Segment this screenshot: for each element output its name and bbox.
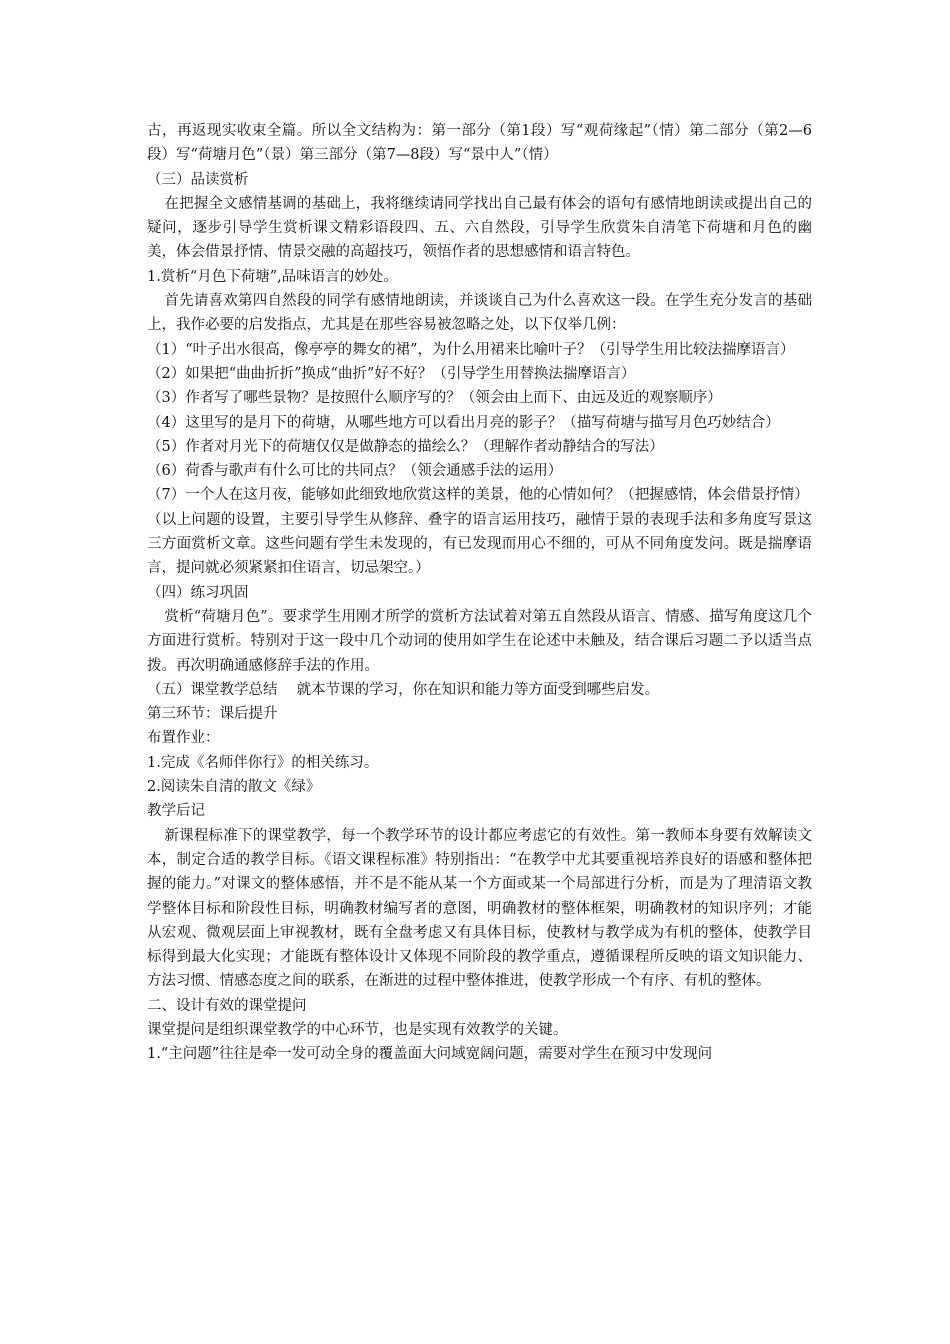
question-1: （1）“叶子出水很高，像亭亭的舞女的裙”，为什么用裙来比喻叶子？（引导学生用比较法揣摩语言）: [147, 341, 795, 358]
paragraph-teaching-notes: 新课程标准下的课堂教学，每一个教学环节的设计都应考虑它的有效性。第一教师本身要有效解读文本，制定合适的教学目标。《语文课程标准》特别指出：“在教学中尤其要重视培养良好的语感和整体把握的能力。”对课文的整体感悟，并不是不能从某一个方面或某一个局部进行分析，而是为了理清语文教学整体目标和阶段性目标，明确教材编写者的意图，明确教材的整体框架，明确教材的知识序列；才能从宏观、微观层面上审视教材，既有全盘考虑又有具体目标，使教材与教学成为有机的整体，使教学目标得到最大化实现；才能既有整体设计又体现不同阶段的教学重点，遵循课程所反映的语文知识能力、方法习惯、情感态度之间的联系，在渐进的过程中整体推进，使教学形成一个有序、有机的整体。: [147, 827, 812, 990]
homework-item-2: 2.阅读朱自清的散文《绿》: [147, 779, 321, 796]
paragraph-appreciation-intro: 在把握全文感情基调的基础上，我将继续请同学找出自己最有体会的语句有感情地朗读或提出自己的疑问，逐步引导学生赏析课文精彩语段四、五、六自然段，引导学生欣赏朱自清笔下荷塘和月色的幽美，体会借景抒情、情景交融的高超技巧，领悟作者的思想感情和语言特色。: [147, 195, 812, 261]
paragraph-reading-fourth: 首先请喜欢第四自然段的同学有感情地朗读，并谈谈自己为什么喜欢这一段。在学生充分发言的基础上，我作必要的启发指点，尤其是在那些容易被忽略之处，以下仅举几例：: [147, 293, 812, 334]
question-5: （5）作者对月光下的荷塘仅仅是做静态的描绘么？（理解作者动静结合的写法）: [147, 438, 664, 455]
homework-item-1: 1.完成《名师伴你行》的相关练习。: [147, 754, 379, 771]
heading-section-5: （五）课堂教学总结 就本节课的学习，你在知识和能力等方面受到哪些启发。: [147, 681, 660, 698]
paragraph-practice: 赏析“荷塘月色”。要求学生用刚才所学的赏析方法试着对第五自然段从语言、情感、描写角度这几个方面进行赏析。特别对于这一段中几个动词的使用如学生在论述中未触及，结合课后习题二予以适当点拨。再次明确通感修辞手法的作用。: [147, 608, 812, 674]
paragraph-questions-intro: 课堂提问是组织课堂教学的中心环节，也是实现有效教学的关键。: [147, 1021, 568, 1038]
heading-teaching-notes: 教学后记: [147, 803, 205, 820]
heading-stage-3: 第三环节：课后提升: [147, 706, 278, 723]
heading-item-1: 1.赏析“月色下荷塘”,品味语言的妙处。: [147, 268, 398, 285]
question-4: （4）这里写的是月下的荷塘，从哪些地方可以看出月亮的影子？（描写荷塘与描写月色巧妙结合）: [147, 414, 780, 431]
heading-effective-questions: 二、设计有效的课堂提问: [147, 997, 307, 1014]
paragraph-structure-summary: 古，再返现实收束全篇。所以全文结构为：第一部分（第1段）写“观荷缘起”（情）第二部分（第2—6段）写“荷塘月色”（景）第三部分（第7—8段）写“景中人”（情）: [147, 123, 812, 164]
heading-homework: 布置作业：: [147, 730, 220, 747]
paragraph-question-note: （以上问题的设置，主要引导学生从修辞、叠字的语言运用技巧，融情于景的表现手法和多角度写景这三方面赏析文章。这些问题有学生未发现的，有已发现而用心不细的，可从不同角度发问。既是揣摩语言，提问就必须紧紧扣住语言，切忌架空。）: [147, 511, 812, 577]
question-6: （6）荷香与歌声有什么可比的共同点？（领会通感手法的运用）: [147, 463, 563, 480]
heading-section-4: （四）练习巩固: [147, 584, 249, 601]
question-3: （3）作者写了哪些景物？是按照什么顺序写的？（领会由上而下、由远及近的观察顺序）: [147, 390, 722, 407]
question-2: （2）如果把“曲曲折折”换成“曲折”好不好？（引导学生用替换法揣摩语言）: [147, 365, 636, 382]
heading-section-3: （三）品读赏析: [147, 171, 249, 188]
document-page: [147, 119, 812, 1067]
paragraph-main-question: 1.“主问题”往往是牵一发可动全身的覆盖面大问域宽阔问题，需要对学生在预习中发现问: [147, 1046, 713, 1063]
question-7: （7）一个人在这月夜，能够如此细致地欣赏这样的美景，他的心情如何？（把握感情，体会借景抒情）: [147, 487, 809, 504]
